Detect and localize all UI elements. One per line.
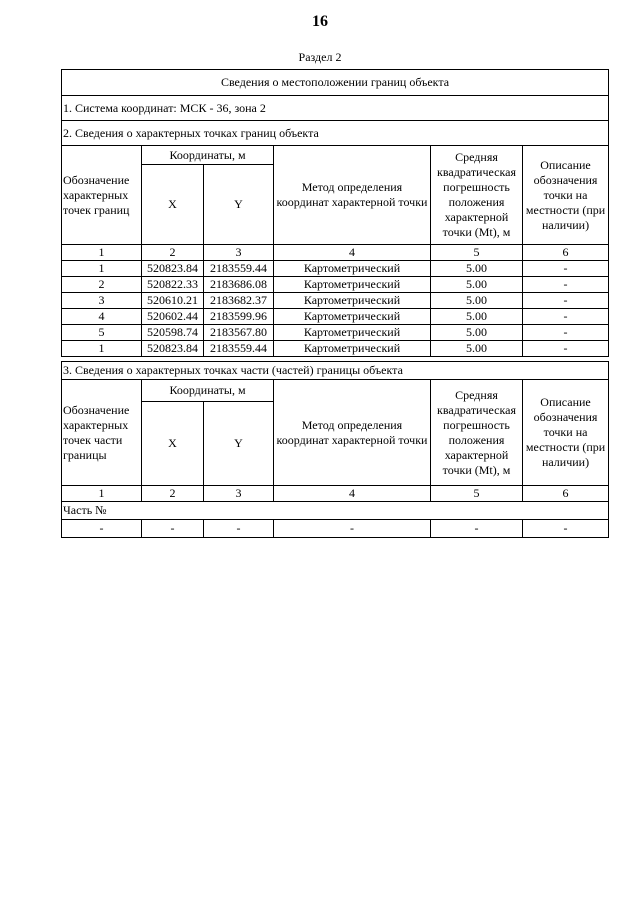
parts-table	[61, 361, 609, 538]
column-number: 4	[274, 486, 431, 502]
header2-coords-label: Координаты, м	[142, 380, 274, 402]
error-cell: 5.00	[431, 277, 523, 293]
table-row	[62, 520, 609, 538]
header-description-label: Описание обозначения точки на местности (при наличии)	[523, 146, 609, 245]
method-cell: Картометрический	[274, 261, 431, 277]
parts-heading: 3. Сведения о характерных точках части (частей) границы объекта	[62, 362, 609, 380]
y-cell: 2183567.80	[204, 325, 274, 341]
column-numbers-row	[62, 486, 609, 502]
method-cell: Картометрический	[274, 341, 431, 357]
header-error-label: Средняя квадратическая погрешность положения характерной точки (Mt), м	[431, 146, 523, 245]
table-row	[62, 341, 609, 357]
page-number: 16	[312, 13, 328, 30]
column-number: 6	[523, 245, 609, 261]
y-cell: 2183682.37	[204, 293, 274, 309]
point-cell: 1	[62, 261, 142, 277]
method-cell: Картометрический	[274, 277, 431, 293]
method-cell: Картометрический	[274, 309, 431, 325]
point-cell: 5	[62, 325, 142, 341]
header2-description-label: Описание обозначения точки на местности (при наличии)	[523, 380, 609, 486]
description-cell: -	[523, 261, 609, 277]
method-cell: Картометрический	[274, 293, 431, 309]
table-title: Сведения о местоположении границ объекта	[62, 70, 609, 96]
header2-point-label: Обозначение характерных точек части границы	[62, 380, 142, 486]
column-numbers-row	[62, 245, 609, 261]
column-number: 4	[274, 245, 431, 261]
table-row	[62, 309, 609, 325]
y-cell: 2183559.44	[204, 341, 274, 357]
part-cell: -	[523, 520, 609, 538]
column-number: 5	[431, 245, 523, 261]
error-cell: 5.00	[431, 325, 523, 341]
column-number: 3	[204, 245, 274, 261]
description-cell: -	[523, 341, 609, 357]
coordinate-system: 1. Система координат: МСК - 36, зона 2	[62, 96, 609, 121]
header2-y-label: Y	[204, 402, 274, 486]
x-cell: 520602.44	[142, 309, 204, 325]
point-cell: 3	[62, 293, 142, 309]
part-cell: -	[142, 520, 204, 538]
point-cell: 4	[62, 309, 142, 325]
part-cell: -	[62, 520, 142, 538]
error-cell: 5.00	[431, 341, 523, 357]
header-coords-label: Координаты, м	[142, 146, 274, 165]
part-cell: -	[431, 520, 523, 538]
column-number: 2	[142, 245, 204, 261]
header2-x-label: X	[142, 402, 204, 486]
y-cell: 2183686.08	[204, 277, 274, 293]
header2-error-label: Средняя квадратическая погрешность положения характерной точки (Mt), м	[431, 380, 523, 486]
error-cell: 5.00	[431, 293, 523, 309]
section-title: Раздел 2	[298, 50, 342, 64]
header-x-label: X	[142, 165, 204, 245]
column-number: 1	[62, 245, 142, 261]
column-number: 6	[523, 486, 609, 502]
description-cell: -	[523, 277, 609, 293]
description-cell: -	[523, 325, 609, 341]
y-cell: 2183599.96	[204, 309, 274, 325]
boundary-table	[61, 69, 609, 357]
table-row	[62, 277, 609, 293]
header-point-label: Обозначение характерных точек границ	[62, 146, 142, 245]
x-cell: 520823.84	[142, 341, 204, 357]
column-number: 5	[431, 486, 523, 502]
part-cell: -	[204, 520, 274, 538]
description-cell: -	[523, 293, 609, 309]
part-label: Часть №	[62, 502, 609, 520]
x-cell: 520598.74	[142, 325, 204, 341]
column-number: 1	[62, 486, 142, 502]
x-cell: 520822.33	[142, 277, 204, 293]
error-cell: 5.00	[431, 309, 523, 325]
column-number: 2	[142, 486, 204, 502]
x-cell: 520610.21	[142, 293, 204, 309]
point-cell: 2	[62, 277, 142, 293]
x-cell: 520823.84	[142, 261, 204, 277]
header-method-label: Метод определения координат характерной точки	[274, 146, 431, 245]
header2-method-label: Метод определения координат характерной точки	[274, 380, 431, 486]
table-row	[62, 325, 609, 341]
method-cell: Картометрический	[274, 325, 431, 341]
header-y-label: Y	[204, 165, 274, 245]
part-cell: -	[274, 520, 431, 538]
description-cell: -	[523, 309, 609, 325]
y-cell: 2183559.44	[204, 261, 274, 277]
boundary-points-heading: 2. Сведения о характерных точках границ объекта	[62, 121, 609, 146]
point-cell: 1	[62, 341, 142, 357]
table-row	[62, 261, 609, 277]
column-number: 3	[204, 486, 274, 502]
table-row	[62, 293, 609, 309]
error-cell: 5.00	[431, 261, 523, 277]
